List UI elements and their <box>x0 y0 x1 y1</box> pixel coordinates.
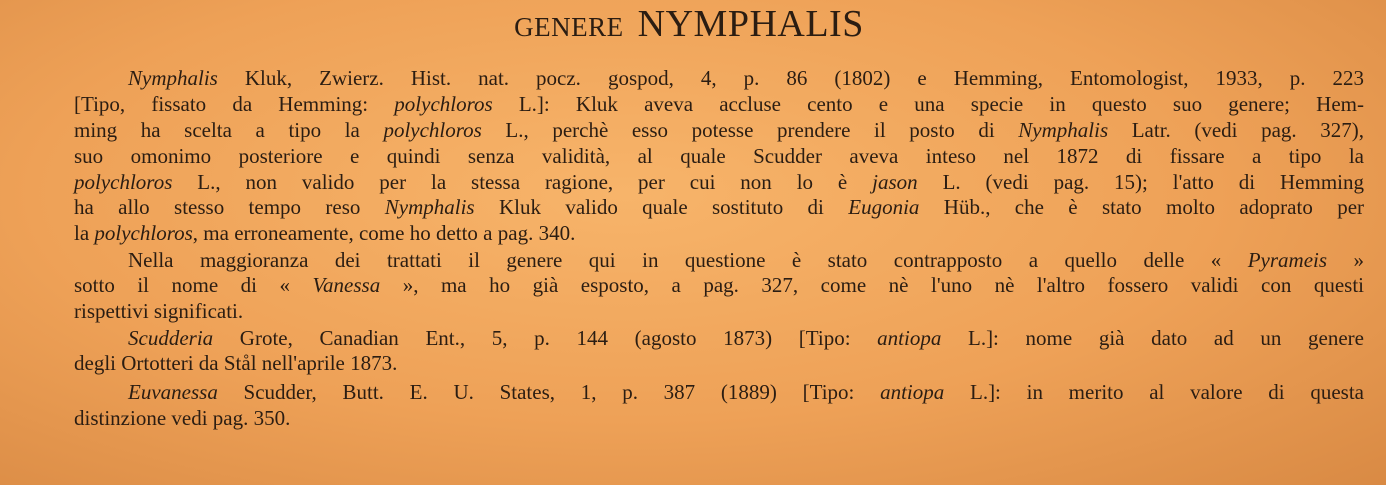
text-run: L.]: nome già dato ad un genere <box>941 326 1364 350</box>
taxon-name: jason <box>872 170 918 194</box>
text-run: », ma ho già esposto, a pag. 327, come nè l'uno nè l'altro fossero validi con questi <box>380 273 1365 297</box>
text-line <box>74 118 1364 142</box>
text-line <box>74 221 1364 245</box>
text-line <box>74 66 1364 90</box>
taxon-name: Nymphalis <box>384 195 475 219</box>
text-run: ming ha scelta a tipo la <box>74 118 384 142</box>
taxon-name: Scudderia <box>128 326 214 350</box>
taxon-name: antiopa <box>877 326 942 350</box>
text-run: Kluk, Zwierz. Hist. nat. pocz. gospod, 4, p. 86 (1802) e Hemming, Entomologist, 1933, p. 223 <box>217 66 1364 90</box>
text-run: Nella maggioranza dei trattati il genere qui in questione è stato contrapposto a quello delle « <box>128 248 1248 272</box>
taxon-name: Nymphalis <box>1018 118 1109 142</box>
title-prefix: GENERE <box>514 12 624 42</box>
taxon-name: antiopa <box>880 380 945 404</box>
text-run: degli Ortotteri da Stål nell'aprile 1873. <box>74 351 398 375</box>
text-run: rispettivi significati. <box>74 299 244 323</box>
text-run: L. (vedi pag. 15); l'atto di Hemming <box>917 170 1364 194</box>
text-run: [Tipo, fissato da Hemming: <box>74 92 395 116</box>
taxon-name: Eugonia <box>848 195 920 219</box>
text-run: la <box>74 221 95 245</box>
book-page <box>74 0 1364 485</box>
page-title <box>74 4 1304 52</box>
taxon-name: Euvanessa <box>128 380 218 404</box>
text-run: L.]: in merito al valore di questa <box>944 380 1364 404</box>
text-line <box>74 299 1364 323</box>
text-run: Latr. (vedi pag. 327), <box>1108 118 1364 142</box>
taxon-name: polychloros <box>383 118 482 142</box>
text-run: Hüb., che è stato molto adoprato per <box>919 195 1365 219</box>
text-run: suo omonimo posteriore e quindi senza validità, al quale Scudder aveva inteso nel 1872 di fissare a tipo la <box>74 144 1364 168</box>
taxon-name: Pyrameis <box>1247 248 1328 272</box>
text-run: L.]: Kluk aveva accluse cento e una specie in questo suo genere; Hem- <box>492 92 1364 116</box>
text-run: Grote, Canadian Ent., 5, p. 144 (agosto 1873) [Tipo: <box>213 326 878 350</box>
taxon-name: polychloros <box>394 92 493 116</box>
text-line <box>74 406 1364 430</box>
text-run: L., non valido per la stessa ragione, per cui non lo è <box>172 170 873 194</box>
text-run: , ma erroneamente, come ho detto a pag. 340. <box>192 221 576 245</box>
text-line <box>74 144 1364 168</box>
text-line <box>74 248 1364 272</box>
text-run: distinzione vedi pag. 350. <box>74 406 291 430</box>
taxon-name: polychloros <box>74 170 173 194</box>
taxon-name: polychloros <box>94 221 193 245</box>
text-line <box>74 170 1364 194</box>
text-line <box>74 92 1364 116</box>
taxon-name: Vanessa <box>312 273 381 297</box>
text-run: sotto il nome di « <box>74 273 313 297</box>
text-line <box>74 326 1364 350</box>
text-run: ha allo stesso tempo reso <box>74 195 385 219</box>
text-line <box>74 195 1364 219</box>
text-run: » <box>1327 248 1364 272</box>
text-run: L., perchè esso potesse prendere il posto di <box>481 118 1019 142</box>
text-run: Scudder, Butt. E. U. States, 1, p. 387 (1889) [Tipo: <box>217 380 881 404</box>
text-run: Kluk valido quale sostituto di <box>474 195 849 219</box>
taxon-name: Nymphalis <box>128 66 218 90</box>
text-line <box>74 351 1364 375</box>
title-genus: NYMPHALIS <box>637 3 864 45</box>
text-line <box>74 380 1364 404</box>
text-line <box>74 273 1364 297</box>
